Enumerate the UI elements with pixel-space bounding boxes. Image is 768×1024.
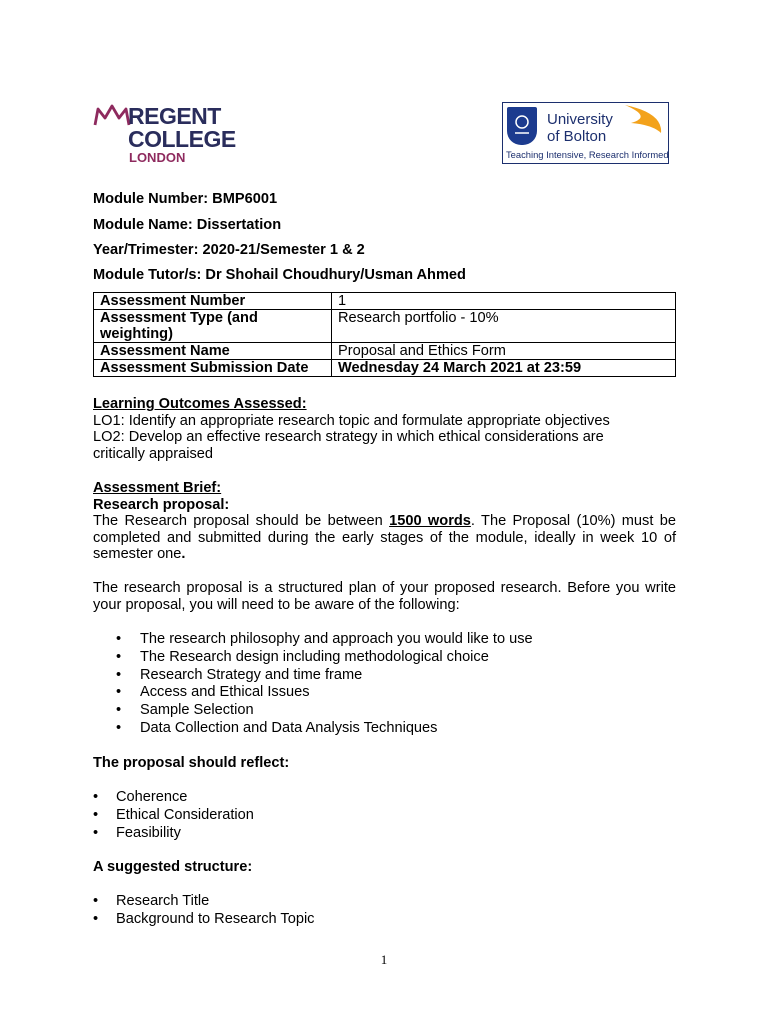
proposal-text-b: . The Proposal (10%) must be completed and submitted during the early stages of the module, ideally in week 10 of semester one (93, 513, 676, 563)
table-row (94, 310, 676, 343)
bullet-icon: • (93, 806, 99, 823)
list-item: • Coherence (93, 789, 188, 805)
year-trimester: Year/Trimester: 2020-21/Semester 1 & 2 (93, 242, 365, 258)
assessment-brief-heading: Assessment Brief: (93, 480, 222, 496)
bullet-icon: • (116, 719, 122, 736)
regent-college-logo (92, 103, 236, 165)
table-row (94, 293, 676, 310)
table-value: Proposal and Ethics Form (332, 343, 676, 360)
proposal-text-c: . (181, 546, 186, 563)
bullet-icon: • (116, 684, 122, 701)
regent-logo-line1: REGENT (128, 103, 221, 129)
bullet-icon: • (116, 666, 122, 683)
bolton-swoosh-icon (623, 103, 667, 149)
list-item: • Research Title (93, 893, 210, 909)
bolton-tagline: Teaching Intensive, Research Informed (506, 149, 669, 160)
bolton-logo-line1: University (547, 111, 613, 128)
list-item: • Access and Ethical Issues (116, 684, 310, 701)
table-label: Assessment Number (94, 293, 332, 310)
bullet-icon: • (93, 893, 99, 909)
table-row (94, 343, 676, 360)
list-item: • Research Strategy and time frame (116, 666, 363, 683)
list-item: • Sample Selection (116, 702, 254, 719)
structure-list (93, 893, 314, 929)
word-count: 1500 words (389, 513, 471, 529)
learning-outcome-1: LO1: Identify an appropriate research topic and formulate appropriate objectives (93, 413, 610, 429)
table-label: Assessment Submission Date (94, 360, 332, 377)
learning-outcome-2: LO2: Develop an effective research strategy in which ethical considerations are critically appraised (93, 429, 604, 462)
research-proposal-heading: Research proposal: (93, 497, 230, 513)
reflect-list (93, 789, 254, 842)
table-label: Assessment Name (94, 343, 332, 360)
page-number: 1 (380, 952, 388, 967)
structure-heading: A suggested structure: (93, 859, 253, 875)
table-value: Wednesday 24 March 2021 at 23:59 (332, 360, 676, 377)
university-of-bolton-logo (502, 102, 669, 164)
list-item: • The Research design including methodological choice (116, 648, 489, 665)
module-tutor: Module Tutor/s: Dr Shohail Choudhury/Usman Ahmed (93, 267, 466, 283)
table-value: Research portfolio - 10% (332, 310, 676, 343)
proposal-text-a: The Research proposal should be between (93, 513, 390, 529)
proposal-paragraph-1 (93, 513, 676, 563)
regent-logo-line2: COLLEGE (128, 126, 236, 152)
bullet-icon: • (93, 824, 99, 841)
list-item: • The research philosophy and approach you would like to use (116, 631, 533, 647)
assessment-table (93, 292, 676, 377)
bullet-icon: • (93, 910, 99, 927)
bullet-icon: • (116, 702, 122, 719)
list-item: • Data Collection and Data Analysis Techniques (116, 719, 438, 736)
bolton-crest-icon (507, 107, 537, 145)
bolton-logo-box (502, 102, 669, 164)
proposal-paragraph-2: The research proposal is a structured plan of your proposed research. Before you write your proposal, you will need to be aware of the following: (93, 580, 676, 613)
regent-logo-line3: LONDON (129, 150, 186, 165)
learning-outcomes-heading: Learning Outcomes Assessed: (93, 396, 307, 412)
module-number: Module Number: BMP6001 (93, 191, 278, 207)
table-label: Assessment Type (and weighting) (94, 310, 332, 343)
bullet-icon: • (116, 648, 122, 665)
crown-icon (92, 103, 132, 131)
reflect-heading: The proposal should reflect: (93, 755, 290, 771)
list-item: • Ethical Consideration (93, 806, 254, 823)
bullet-icon: • (93, 789, 99, 805)
table-value: 1 (332, 293, 676, 310)
list-item: • Background to Research Topic (93, 910, 315, 927)
list-item: • Feasibility (93, 824, 181, 841)
bullet-icon: • (116, 631, 122, 647)
module-name: Module Name: Dissertation (93, 217, 282, 233)
bolton-logo-line2: of Bolton (547, 128, 607, 145)
table-row (94, 360, 676, 377)
awareness-list (116, 631, 533, 738)
